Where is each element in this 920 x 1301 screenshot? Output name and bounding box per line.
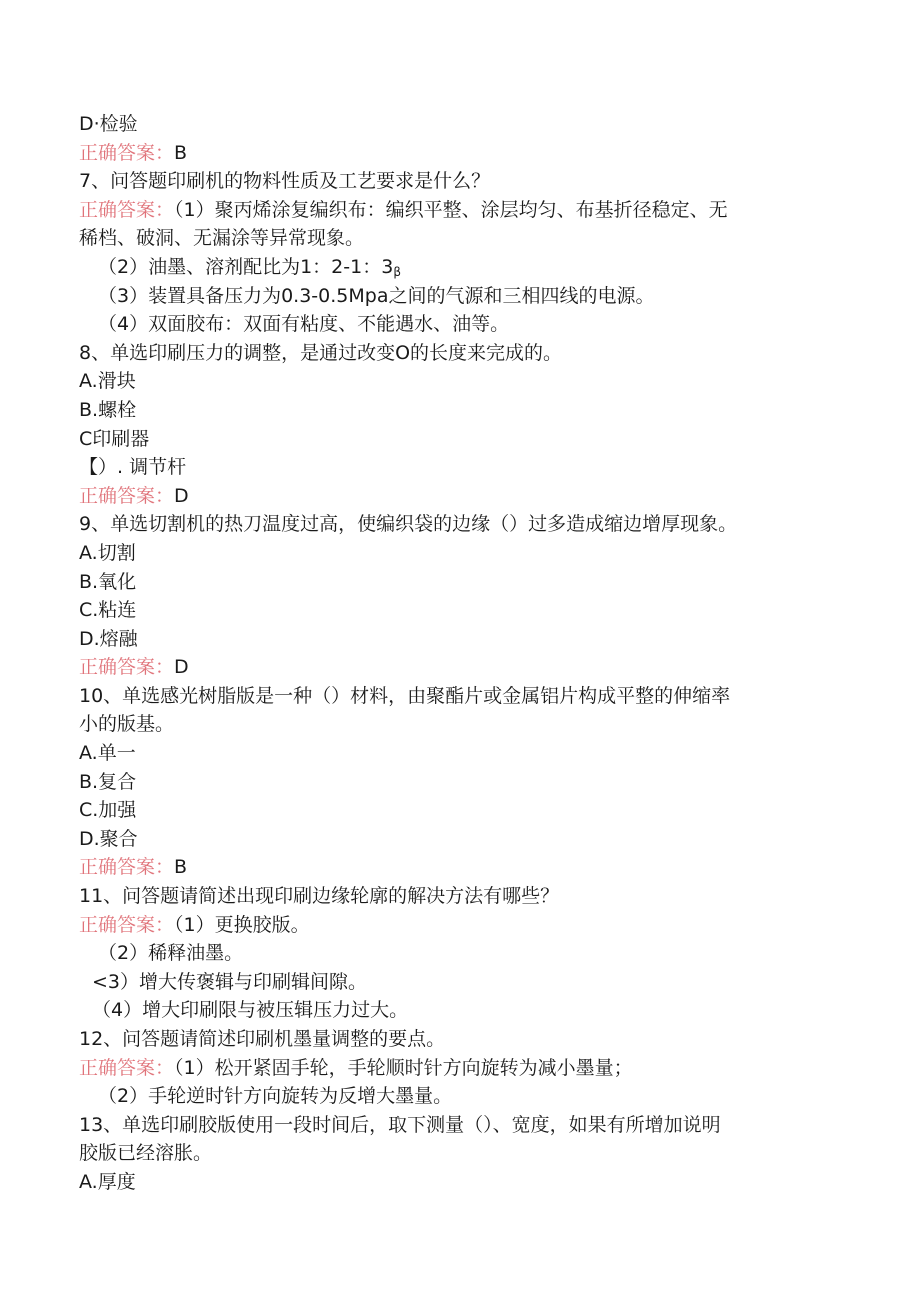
answer-option: [0, 825, 920, 854]
line-text: C.加强: [79, 799, 137, 822]
answer-detail-line: [0, 968, 920, 997]
correct-answer-label: 正确答案：: [79, 913, 175, 936]
question-line: [0, 339, 920, 368]
line-text: （4）双面胶布：双面有粘度、不能遇水、油等。: [98, 313, 510, 336]
correct-answer-label: 正确答案：: [79, 856, 175, 879]
answer-detail-line: [0, 996, 920, 1025]
line-text: （2）稀释油墨。: [98, 942, 244, 965]
answer-option: [0, 453, 920, 482]
answer-option: [0, 768, 920, 797]
correct-answer-line: [0, 196, 920, 225]
line-text: （4）增大印刷限与被压辑压力过大。: [92, 999, 409, 1022]
document-body: [0, 110, 920, 1197]
line-text: A.厚度: [79, 1170, 136, 1193]
line-text: 11、问答题请简述出现印刷边缘轮廓的解决方法有哪些？: [79, 885, 560, 908]
correct-answer-value: B: [174, 141, 188, 164]
line-text: 13、单选印刷胶版使用一段时间后，取下测量（）、宽度，如果有所增加说明: [79, 1113, 721, 1136]
question-line: [0, 167, 920, 196]
line-text: D·检验: [79, 113, 138, 135]
correct-answer-value: （1）松开紧固手轮，手轮顺时针方向旋转为减小墨量；: [174, 1056, 633, 1079]
question-line: [0, 682, 920, 711]
answer-option: [0, 1168, 920, 1197]
line-text: <3）增大传褒辑与印刷辑间隙。: [92, 970, 368, 993]
correct-answer-line: [0, 853, 920, 882]
line-text: B.氧化: [79, 570, 137, 593]
question-line: [0, 1111, 920, 1140]
answer-option: [0, 796, 920, 825]
line-subscript: β: [393, 264, 401, 279]
correct-answer-value: B: [174, 856, 188, 879]
correct-answer-label: 正确答案：: [79, 198, 175, 221]
line-text: 10、单选感光树脂版是一种（）材料，由聚酯片或金属铝片构成平整的伸缩率: [79, 684, 731, 707]
continuation-line: [0, 710, 920, 739]
correct-answer-line: [0, 911, 920, 940]
answer-detail-line: [0, 939, 920, 968]
answer-option: [0, 596, 920, 625]
answer-detail-line: [0, 1082, 920, 1111]
correct-answer-label: 正确答案：: [79, 484, 175, 507]
continuation-line: [0, 224, 920, 253]
line-text: 7、问答题印刷机的物料性质及工艺要求是什么？: [79, 170, 491, 193]
line-text: 胶版已经溶胀。: [79, 1142, 213, 1165]
line-text: B.复合: [79, 770, 137, 793]
answer-option: [0, 739, 920, 768]
line-text: （2）手轮逆时针方向旋转为反增大墨量。: [98, 1085, 453, 1108]
correct-answer-line: [0, 482, 920, 511]
line-text: A.滑块: [79, 370, 136, 393]
question-line: [0, 510, 920, 539]
answer-option: [0, 367, 920, 396]
line-text: 【）. 调节杆: [79, 456, 187, 479]
answer-option: [0, 625, 920, 654]
line-text: D.熔融: [79, 627, 138, 650]
line-text: 稀档、破洞、无漏涂等异常现象。: [79, 227, 365, 250]
correct-answer-value: D: [174, 484, 189, 507]
correct-answer-line: [0, 139, 920, 168]
answer-option: [0, 396, 920, 425]
answer-option: [0, 425, 920, 454]
correct-answer-line: [0, 1054, 920, 1083]
answer-option: [0, 539, 920, 568]
line-text: 小的版基。: [79, 713, 175, 736]
line-text: B.螺栓: [79, 398, 137, 421]
line-text: C印刷器: [79, 427, 150, 450]
correct-answer-line: [0, 653, 920, 682]
answer-detail-line: [0, 282, 920, 311]
answer-detail-line: [0, 310, 920, 339]
correct-answer-value: （1）更换胶版。: [174, 913, 310, 936]
correct-answer-value: （1）聚丙烯涂复编织布：编织平整、涂层均匀、布基折径稳定、无: [174, 198, 728, 221]
line-text: （3）装置具备压力为0.3-0.5Mpa之间的气源和三相四线的电源。: [98, 284, 655, 307]
line-text: D.聚合: [79, 827, 138, 850]
line-text: A.单一: [79, 742, 136, 765]
correct-answer-label: 正确答案：: [79, 1056, 175, 1079]
line-text: 9、单选切割机的热刀温度过高，使编织袋的边缘（）过多造成缩边增厚现象。: [79, 513, 738, 536]
answer-detail-line: [0, 253, 920, 282]
question-line: [0, 882, 920, 911]
line-text: A.切割: [79, 541, 136, 564]
line-text: 8、单选印刷压力的调整，是通过改变O的长度来完成的。: [79, 341, 563, 364]
continuation-line: [0, 1139, 920, 1168]
line-text: C.粘连: [79, 599, 137, 622]
answer-option: [0, 568, 920, 597]
correct-answer-value: D: [174, 656, 189, 679]
correct-answer-label: 正确答案：: [79, 656, 175, 679]
answer-option: [0, 110, 920, 139]
question-line: [0, 1025, 920, 1054]
line-text: 12、问答题请简述印刷机墨量调整的要点。: [79, 1028, 446, 1050]
correct-answer-label: 正确答案：: [79, 141, 175, 164]
line-text: （2）油墨、溶剂配比为1：2-1：3: [98, 255, 394, 278]
